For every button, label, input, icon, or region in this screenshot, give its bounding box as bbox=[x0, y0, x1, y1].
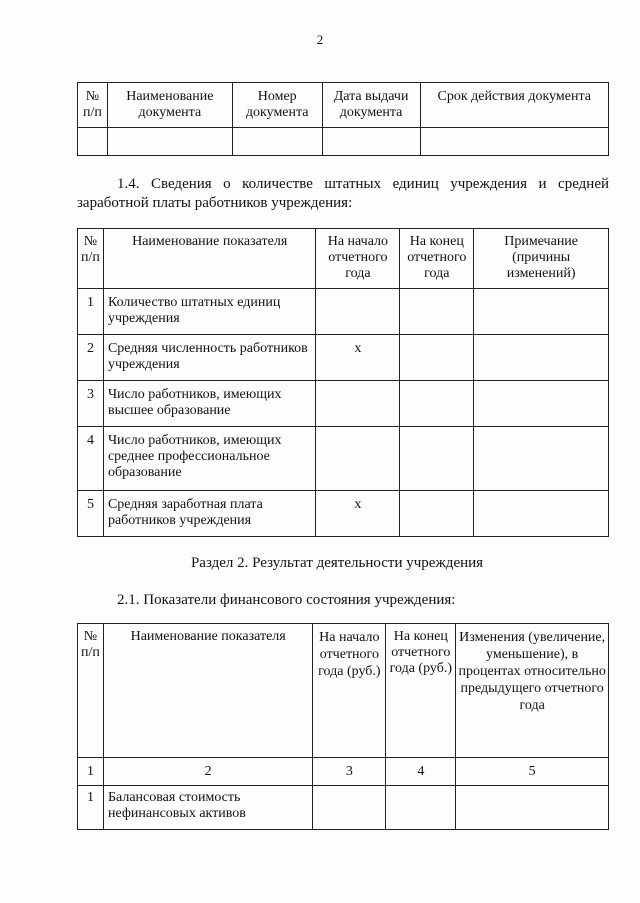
staff-table bbox=[77, 228, 609, 537]
header-indicator: Наименование показателя bbox=[103, 624, 312, 758]
row-end bbox=[400, 335, 474, 381]
index-cell: 5 bbox=[456, 758, 609, 786]
row-end bbox=[400, 381, 474, 427]
table-row bbox=[78, 128, 609, 156]
cell bbox=[420, 128, 608, 156]
row-start bbox=[316, 427, 400, 491]
row-start bbox=[316, 381, 400, 427]
header-doc-name: Наименование документа bbox=[107, 83, 232, 128]
row-note bbox=[474, 427, 609, 491]
row-start bbox=[316, 289, 400, 335]
header-note: Примечание (причины изменений) bbox=[474, 229, 609, 289]
row-name: Количество штатных единиц учреждения bbox=[103, 289, 315, 335]
row-num: 4 bbox=[78, 427, 104, 491]
row-num: 3 bbox=[78, 381, 104, 427]
table-header-row bbox=[78, 229, 609, 289]
row-note bbox=[474, 335, 609, 381]
paragraph-1-4: 1.4. Сведения о количестве штатных единиц учреждения и средней заработной платы работников учреждения: bbox=[77, 176, 609, 211]
header-num: № п/п bbox=[78, 83, 108, 128]
row-num: 5 bbox=[78, 491, 104, 537]
index-cell: 4 bbox=[386, 758, 456, 786]
financial-table bbox=[77, 623, 609, 830]
row-num: 1 bbox=[78, 289, 104, 335]
row-name: Балансовая стоимость нефинансовых активов bbox=[103, 786, 312, 830]
index-cell: 3 bbox=[313, 758, 386, 786]
section-2-title: Раздел 2. Результат деятельности учреждения bbox=[190, 555, 484, 571]
page-number: 2 bbox=[316, 32, 324, 47]
table-row bbox=[78, 335, 609, 381]
row-note bbox=[474, 491, 609, 537]
index-cell: 1 bbox=[78, 758, 104, 786]
header-issue-date: Дата выдачи документа bbox=[322, 83, 420, 128]
table-header-row bbox=[78, 83, 609, 128]
row-name: Средняя численность работников учреждения bbox=[103, 335, 315, 381]
header-indicator: Наименование показателя bbox=[103, 229, 315, 289]
cell bbox=[232, 128, 322, 156]
table-row bbox=[78, 491, 609, 537]
documents-table bbox=[77, 82, 609, 156]
header-num: № п/п bbox=[78, 624, 104, 758]
cell bbox=[78, 128, 108, 156]
row-note bbox=[474, 289, 609, 335]
row-end bbox=[386, 786, 456, 830]
row-start: х bbox=[316, 335, 400, 381]
row-name: Средняя заработная плата работников учреждения bbox=[103, 491, 315, 537]
paragraph-2-1: 2.1. Показатели финансового состояния учреждения: bbox=[117, 592, 456, 608]
table-row bbox=[78, 381, 609, 427]
row-end bbox=[400, 427, 474, 491]
header-end: На конец отчетного года bbox=[400, 229, 474, 289]
row-start bbox=[313, 786, 386, 830]
index-cell: 2 bbox=[103, 758, 312, 786]
row-end bbox=[400, 289, 474, 335]
header-end: На конец отчетного года (руб.) bbox=[386, 624, 456, 758]
cell bbox=[322, 128, 420, 156]
header-change: Изменения (увеличение, уменьшение), в процентах относительно предыдущего отчетного года bbox=[456, 624, 609, 758]
table-index-row bbox=[78, 758, 609, 786]
header-start: На начало отчетного года (руб.) bbox=[313, 624, 386, 758]
row-name: Число работников, имеющих высшее образование bbox=[103, 381, 315, 427]
table-row bbox=[78, 786, 609, 830]
row-change bbox=[456, 786, 609, 830]
row-num: 2 bbox=[78, 335, 104, 381]
table-header-row bbox=[78, 624, 609, 758]
header-start: На начало отчетного года bbox=[316, 229, 400, 289]
cell bbox=[107, 128, 232, 156]
row-name: Число работников, имеющих среднее профессиональное образование bbox=[103, 427, 315, 491]
header-doc-number: Номер документа bbox=[232, 83, 322, 128]
table-row bbox=[78, 289, 609, 335]
row-end bbox=[400, 491, 474, 537]
header-validity: Срок действия документа bbox=[420, 83, 608, 128]
row-num: 1 bbox=[78, 786, 104, 830]
table-row bbox=[78, 427, 609, 491]
header-num: № п/п bbox=[78, 229, 104, 289]
row-note bbox=[474, 381, 609, 427]
row-start: х bbox=[316, 491, 400, 537]
